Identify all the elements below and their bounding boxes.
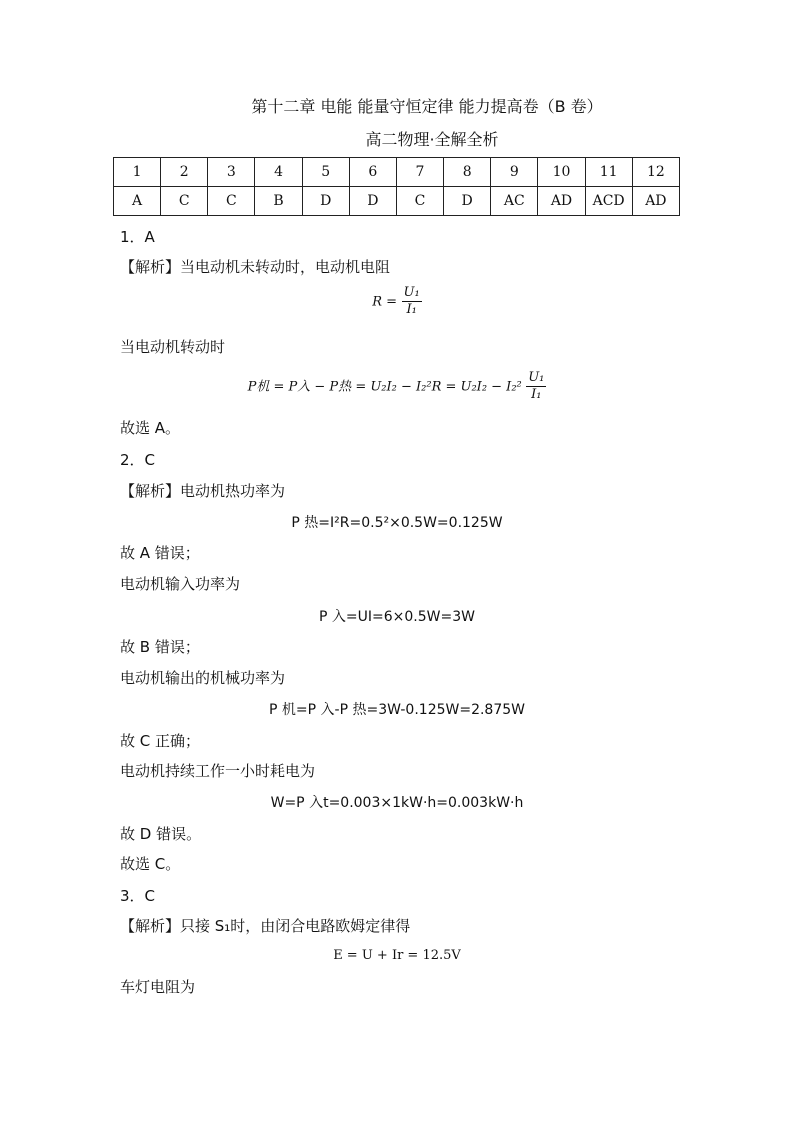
answer-number-cell: 3 — [208, 158, 255, 187]
answer-choice-cell: C — [396, 187, 443, 216]
q1-eq1-denominator: I₁ — [406, 302, 417, 317]
q1-conclusion: 故选 A。 — [120, 419, 181, 437]
answer-number-cell: 12 — [632, 158, 679, 187]
answer-choice-cell: A — [114, 187, 161, 216]
answer-number-cell: 6 — [349, 158, 396, 187]
q1-eq1-fraction — [402, 285, 422, 318]
page-title: 第十二章 电能 能量守恒定律 能力提高卷（B 卷） — [251, 97, 603, 116]
answer-number-cell: 7 — [396, 158, 443, 187]
q1-equation-resistance — [0, 285, 794, 318]
q2-analysis: 【解析】电动机热功率为 — [120, 482, 286, 500]
q2-eq-energy: W=P 入t=0.003×1kW·h=0.003kW·h — [270, 795, 524, 811]
answer-choice-cell: AD — [632, 187, 679, 216]
q1-eq2-text: P机 = P入 − P热 = U₂I₂ − I₂²R = U₂I₂ − I₂² — [247, 379, 522, 395]
answer-number-cell: 2 — [161, 158, 208, 187]
answer-choice-cell: AD — [538, 187, 585, 216]
answer-number-cell: 1 — [114, 158, 161, 187]
q1-eq1-numerator: U₁ — [403, 285, 420, 300]
answer-table-number-row — [114, 158, 680, 187]
answer-number-cell: 5 — [302, 158, 349, 187]
q3-heading: 3．C — [120, 887, 156, 905]
answer-choice-cell: C — [161, 187, 208, 216]
answer-table — [113, 157, 680, 216]
q2-eq-input: P 入=UI=6×0.5W=3W — [319, 609, 475, 625]
answer-number-cell: 9 — [491, 158, 538, 187]
answer-choice-cell: C — [208, 187, 255, 216]
answer-choice-cell: D — [444, 187, 491, 216]
answer-number-cell: 8 — [444, 158, 491, 187]
q3-eq-emf: E = U + Ir = 12.5V — [333, 948, 461, 963]
answer-choice-cell: B — [255, 187, 302, 216]
answer-number-cell: 10 — [538, 158, 585, 187]
q2-eq-heat: P 热=I²R=0.5²×0.5W=0.125W — [291, 515, 503, 531]
q2-energy: 电动机持续工作一小时耗电为 — [120, 762, 316, 780]
q1-equation-power — [0, 370, 794, 403]
q2-eq-mech: P 机=P 入-P 热=3W-0.125W=2.875W — [269, 702, 525, 718]
answer-number-cell: 4 — [255, 158, 302, 187]
q3-lamp-resistance: 车灯电阻为 — [120, 978, 196, 996]
q2-heading: 2．C — [120, 451, 156, 469]
q2-c-right: 故 C 正确； — [120, 732, 201, 750]
q1-eq2-fraction — [526, 370, 546, 403]
answer-choice-cell: D — [349, 187, 396, 216]
q2-mech-power: 电动机输出的机械功率为 — [120, 669, 286, 687]
q2-a-wrong: 故 A 错误； — [120, 544, 200, 562]
q1-eq2-denominator: I₁ — [531, 387, 542, 402]
q1-heading: 1．A — [120, 228, 155, 246]
q1-analysis: 【解析】当电动机未转动时，电动机电阻 — [120, 258, 391, 276]
answer-table-answer-row — [114, 187, 680, 216]
q2-b-wrong: 故 B 错误； — [120, 638, 200, 656]
q1-eq2-numerator: U₁ — [528, 370, 545, 385]
q1-eq1-lhs: R = — [372, 294, 398, 310]
q3-analysis: 【解析】只接 S₁时，由闭合电路欧姆定律得 — [120, 917, 411, 935]
q2-conclusion: 故选 C。 — [120, 855, 181, 873]
q2-d-wrong: 故 D 错误。 — [120, 825, 202, 843]
page-subtitle: 高二物理·全解全析 — [365, 130, 499, 149]
answer-choice-cell: AC — [491, 187, 538, 216]
answer-choice-cell: ACD — [585, 187, 632, 216]
answer-choice-cell: D — [302, 187, 349, 216]
answer-number-cell: 11 — [585, 158, 632, 187]
q2-input-power: 电动机输入功率为 — [120, 575, 241, 593]
q1-rotating-text: 当电动机转动时 — [120, 338, 226, 356]
